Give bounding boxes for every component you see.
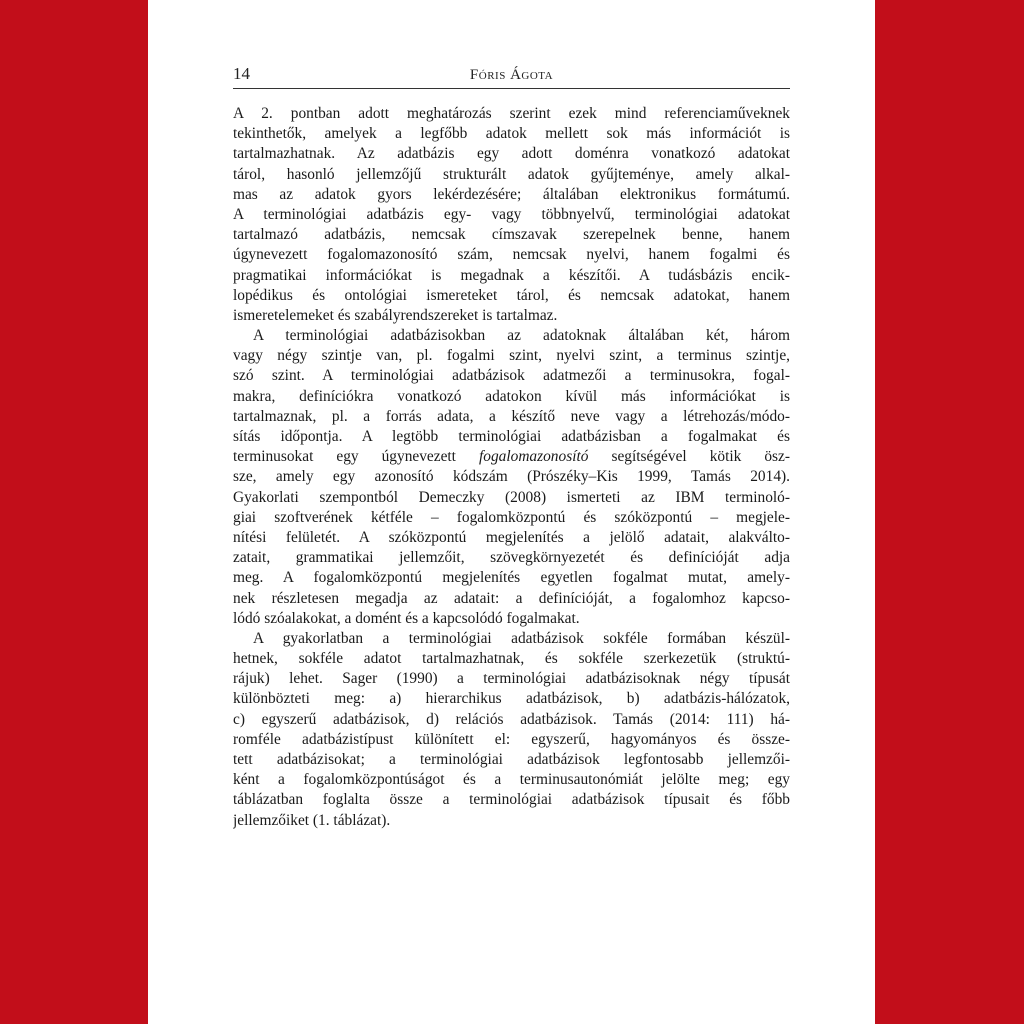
text-line: giai szoftverének kétféle – fogalomközpontú és szóközpontú – megjele- (233, 508, 790, 526)
running-head-author: Fóris Ágota (469, 67, 554, 83)
text-line: mas az adatok gyors lekérdezésére; általában elektronikus formátumú. (233, 185, 790, 203)
text-line: nek részletesen megadja az adatait: a definícióját, a fogalomhoz kapcso- (233, 589, 790, 607)
text-line: különbözteti meg: a) hierarchikus adatbázisok, b) adatbázis-hálózatok, (233, 690, 790, 708)
text-line: sítás időpontja. A legtöbb terminológiai adatbázisban a fogalmakat és (233, 428, 790, 445)
text-line: romféle adatbázistípust különített el: egyszerű, hagyományos és össze- (233, 730, 790, 748)
text-line: tartalmazó adatbázis, nemcsak címszavak szerepelnek benne, hanem (233, 226, 790, 244)
text-line: c) egyszerű adatbázisok, d) relációs adatbázisok. Tamás (2014: 111) há- (233, 710, 790, 728)
body-text (233, 104, 790, 831)
text-segment: segítségével kötik ösz- (588, 448, 790, 466)
text-line: ismeretelemeket és szabályrendszereket is tartalmaz. (233, 306, 558, 324)
paragraph (233, 629, 790, 831)
text-line: makra, definíciókra vonatkozó adatokon kívül más információkat is (233, 387, 790, 405)
text-line: zatait, grammatikai jellemzőit, szövegkörnyezetét és definícióját adja (233, 549, 790, 567)
text-line: hetnek, sokféle adatot tartalmazhatnak, és sokféle szerkezetük (struktú- (233, 650, 790, 668)
text-line: tett adatbázisokat; a terminológiai adatbázisok legfontosabb jellemzői- (233, 751, 790, 768)
text-line: úgynevezett fogalomazonosító szám, nemcsak nyelvi, hanem fogalmi és (233, 246, 790, 264)
text-line: Gyakorlati szempontból Demeczky (2008) ismerteti az IBM terminoló- (233, 488, 790, 506)
text-line: meg. A fogalomközpontú megjelenítés egyetlen fogalmat mutat, amely- (233, 569, 790, 587)
text-line: ként a fogalomközpontúságot és a terminusautonómiát jelölte meg; egy (233, 771, 790, 789)
text-line (233, 447, 790, 467)
text-line: lopédikus és ontológiai ismereteket tárol, és nemcsak adatokat, hanem (233, 286, 790, 304)
text-line: tárol, hasonló jellemzőjű strukturált adatok gyűjteménye, amely alkal- (233, 165, 790, 183)
text-line: vagy négy szintje van, pl. fogalmi szint, nyelvi szint, a terminus szintje, (233, 347, 790, 365)
page-number: 14 (233, 64, 250, 83)
text-line: sze, amely egy azonosító kódszám (Prószéky–Kis 1999, Tamás 2014). (233, 468, 790, 486)
text-line: tekinthetők, amelyek a legfőbb adatok mellett sok más információt is (233, 125, 790, 143)
text-segment: terminusokat egy úgynevezett (233, 448, 479, 466)
italic-term: fogalomazonosító (478, 448, 589, 466)
text-line: táblázatban foglalta össze a terminológiai adatbázisok típusait és főbb (233, 791, 790, 809)
book-page (148, 0, 875, 1024)
text-line: rájuk) lehet. Sager (1990) a terminológiai adatbázisoknak négy típusát (233, 670, 790, 688)
text-line: szó szint. A terminológiai adatbázisok adatmezői a terminusokra, fogal- (233, 367, 790, 385)
text-line: jellemzőiket (1. táblázat). (233, 811, 391, 829)
paragraph (233, 104, 790, 326)
text-line: tartalmaznak, pl. a forrás adata, a készítő neve vagy a létrehozás/módo- (233, 407, 790, 425)
paragraph (233, 326, 790, 629)
text-line: lódó szóalakokat, a domént és a kapcsolódó fogalmakat. (233, 609, 580, 627)
text-line: A gyakorlatban a terminológiai adatbázisok sokféle formában készül- (253, 629, 790, 647)
page-header (233, 64, 790, 89)
text-line: pragmatikai információkat is megadnak a készítői. A tudásbázis encik- (233, 266, 790, 284)
text-line: nítési felületét. A szóközpontú megjelenítés a jelölő adatait, alakválto- (233, 528, 790, 546)
text-line: A terminológiai adatbázis egy- vagy többnyelvű, terminológiai adatokat (233, 205, 790, 223)
text-line: A 2. pontban adott meghatározás szerint ezek mind referenciaműveknek (233, 105, 790, 122)
text-line: tartalmazhatnak. Az adatbázis egy adott doménra vonatkozó adatokat (233, 145, 790, 163)
text-line: A terminológiai adatbázisokban az adatoknak általában két, három (253, 327, 790, 345)
